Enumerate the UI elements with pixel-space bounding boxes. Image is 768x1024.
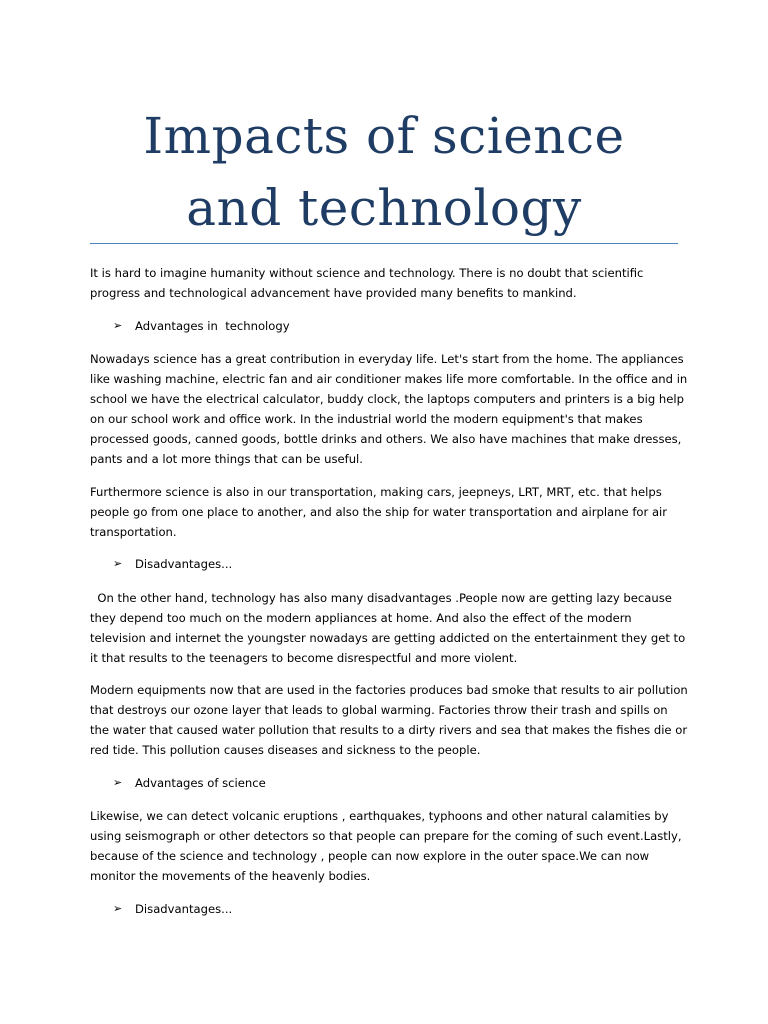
bullet-heading-label: Disadvantages... bbox=[135, 557, 233, 571]
paragraph-natural-calamities: Likewise, we can detect volcanic eruptions , earthquakes, typhoons and other natural calamities by using seismograph or other detectors so that people can prepare for the coming of such event.Lastly, because of the science and technology , people can now explore in the outer space.We can now monitor the movements of the heavenly bodies. bbox=[90, 809, 682, 883]
paragraph-lazy-people: On the other hand, technology has also many disadvantages .People now are getting lazy because they depend too much on the modern appliances at home. And also the effect of the modern television and internet the youngster nowadays are getting addicted on the entertainment they get to it that results to the teenagers to become disrespectful and more violent. bbox=[90, 591, 689, 665]
arrow-bullet-icon: ➢ bbox=[113, 776, 123, 789]
paragraph-pollution: Modern equipments now that are used in the factories produces bad smoke that results to air pollution that destroys our ozone layer that leads to global warming. Factories throw their trash and spills on the water that caused water pollution that results to a dirty rivers and sea that makes the fishes die or red tide. This pollution causes diseases and sickness to the people. bbox=[90, 683, 688, 757]
bullet-heading-advantages-technology bbox=[113, 316, 673, 336]
arrow-bullet-icon: ➢ bbox=[113, 902, 123, 915]
intro-paragraph: It is hard to imagine humanity without science and technology. There is no doubt that scientific progress and technological advancement have provided many benefits to mankind. bbox=[90, 266, 644, 300]
paragraph-everyday-life: Nowadays science has a great contribution in everyday life. Let's start from the home. The appliances like washing machine, electric fan and air conditioner makes life more comfortable. In the office and in school we have the electrical calculator, buddy clock, the laptops computers and printers is a big help on our school work and office work. In the industrial world the modern equipment's that makes processed goods, canned goods, bottle drinks and others. We also have machines that make dresses, pants and a lot more things that can be useful. bbox=[90, 352, 688, 466]
title-underline-rule bbox=[90, 243, 678, 244]
page-title: Impacts of science and technology bbox=[143, 107, 625, 237]
bullet-heading-label: Disadvantages... bbox=[135, 902, 233, 916]
paragraph-transportation: Furthermore science is also in our transportation, making cars, jeepneys, LRT, MRT, etc. that helps people go from one place to another, and also the ship for water transportation and airplane for air transportation. bbox=[90, 485, 668, 539]
bullet-heading-advantages-science bbox=[113, 773, 673, 793]
bullet-heading-label: Advantages of science bbox=[135, 776, 266, 790]
bullet-heading-label: Advantages in technology bbox=[135, 319, 290, 333]
arrow-bullet-icon: ➢ bbox=[113, 319, 123, 332]
bullet-heading-disadvantages-2 bbox=[113, 899, 673, 919]
arrow-bullet-icon: ➢ bbox=[113, 557, 123, 570]
bullet-heading-disadvantages-1 bbox=[113, 554, 673, 574]
